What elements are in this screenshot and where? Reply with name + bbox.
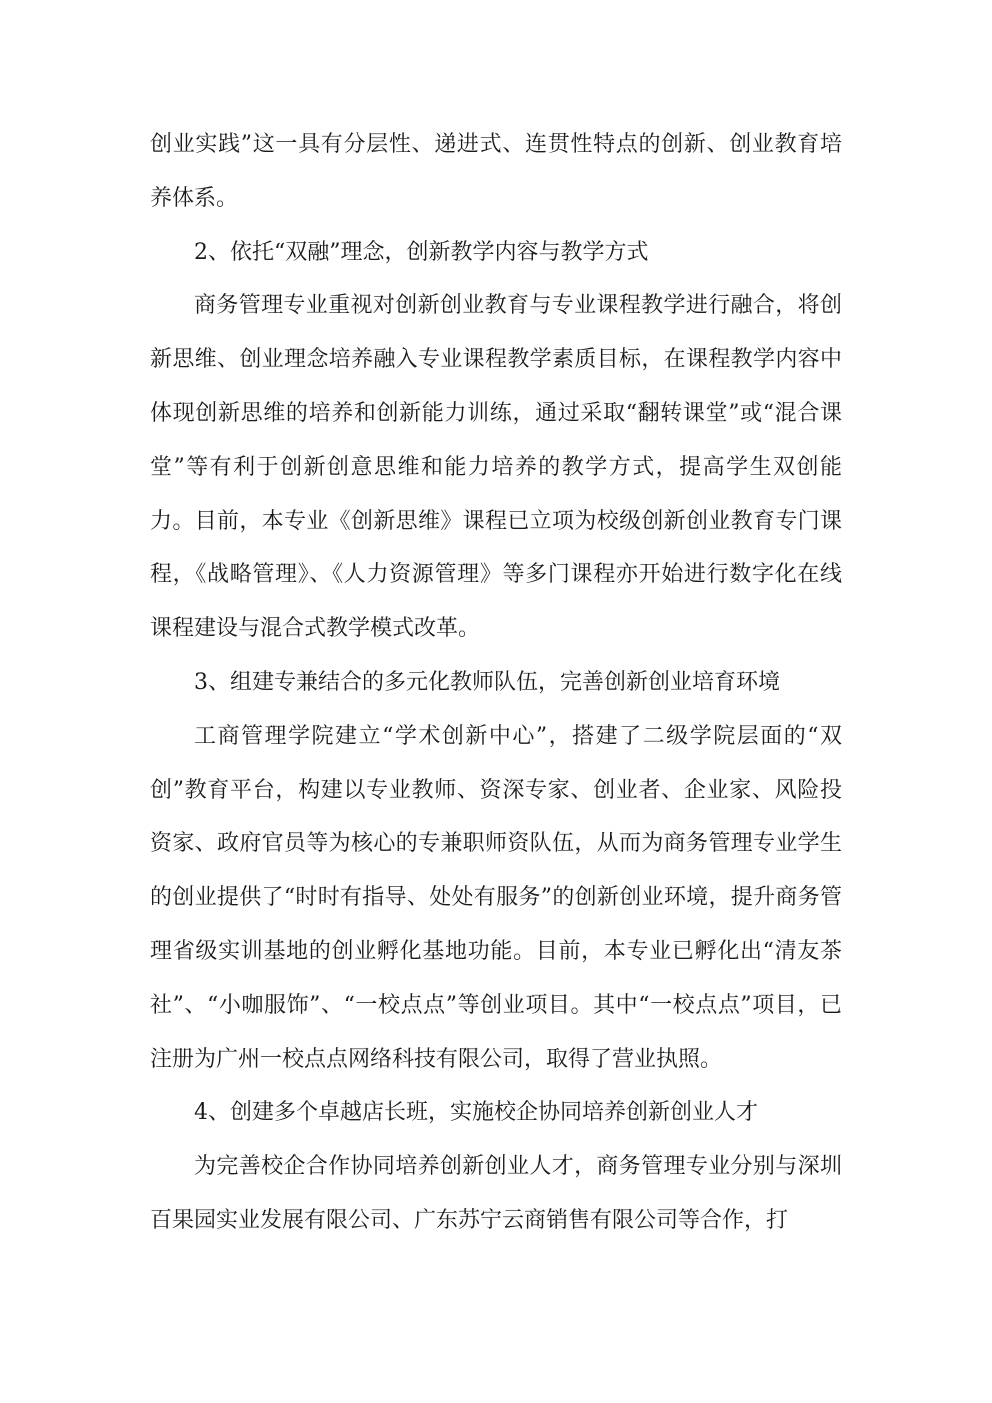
section-heading-4: 4、创建多个卓越店长班，实施校企协同培养创新创业人才 — [194, 1100, 758, 1126]
document-body — [150, 118, 842, 1248]
paragraph-continuation: 创业实践”这一具有分层性、递进式、连贯性特点的创新、创业教育培养体系。 — [150, 132, 842, 211]
section-heading-3: 3、组建专兼结合的多元化教师队伍，完善创新创业培育环境 — [194, 669, 780, 695]
paragraph: 为完善校企合作协同培养创新创业人才，商务管理专业分别与深圳百果园实业发展有限公司、广东苏宁云商销售有限公司等合作，打 — [150, 1154, 842, 1233]
paragraph: 工商管理学院建立“学术创新中心”，搭建了二级学院层面的“双创”教育平台，构建以专业教师、资深专家、创业者、企业家、风险投资家、政府官员等为核心的专兼职师资队伍，从而为商务管理专业学生的创业提供了“时时有指导、处处有服务”的创新创业环境，提升商务管理省级实训基地的创业孵化基地功能。目前，本专业已孵化出“清友茶社”、“小咖服饰”、“一校点点”等创业项目。其中“一校点点”项目，已注册为广州一校点点网络科技有限公司，取得了营业执照。 — [150, 723, 842, 1072]
paragraph: 商务管理专业重视对创新创业教育与专业课程教学进行融合，将创新思维、创业理念培养融入专业课程教学素质目标，在课程教学内容中体现创新思维的培养和创新能力训练，通过采取“翻转课堂”或“混合课堂”等有利于创新创意思维和能力培养的教学方式，提高学生双创能力。目前，本专业《创新思维》课程已立项为校级创新创业教育专门课程，《战略管理》、《人力资源管理》等多门课程亦开始进行数字化在线课程建设与混合式教学模式改革。 — [150, 293, 842, 642]
section-heading-2: 2、依托“双融”理念，创新教学内容与教学方式 — [194, 239, 649, 265]
